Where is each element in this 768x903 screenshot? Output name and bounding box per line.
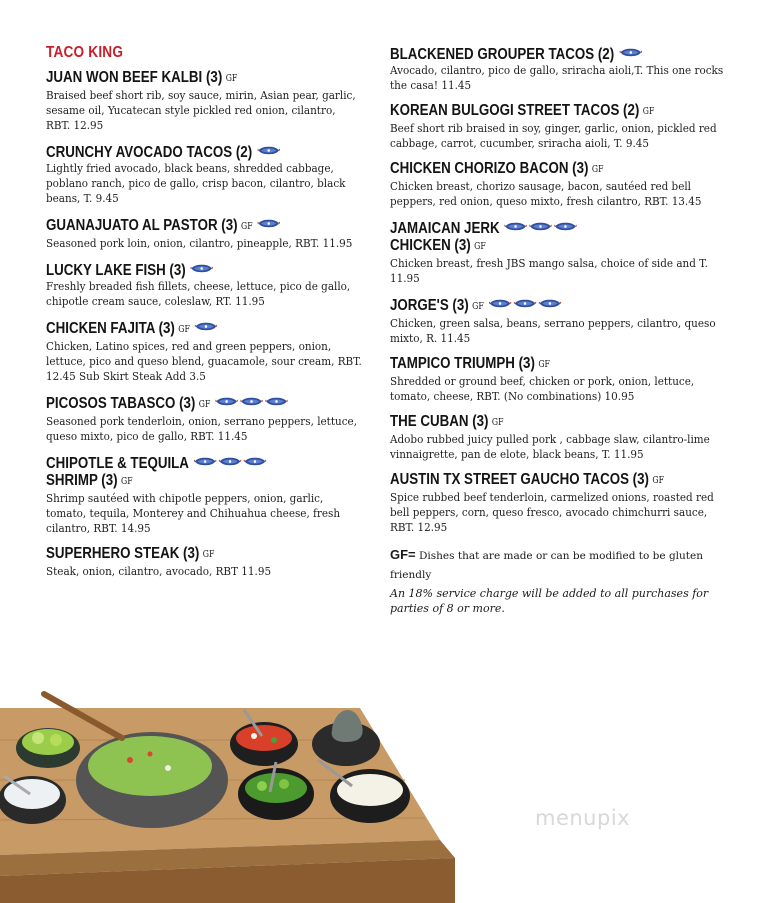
chili-pepper-icon (194, 457, 216, 466)
onion-bit (165, 765, 171, 771)
menu-item-name: CHICKEN FAJITA (3) (46, 320, 175, 337)
menu-item-description: Spice rubbed beef tenderloin, carmelized onions, roasted red bell peppers, corn, queso fresco, avocado chimchurri sauce, RBT. 12.95 (390, 491, 714, 534)
tomato-bit (127, 757, 133, 763)
menu-item-name: TAMPICO TRIUMPH (3) (390, 355, 535, 372)
jalapeno-slice (279, 779, 289, 789)
gluten-free-badge: GF (178, 325, 190, 335)
menu-item-description: Shredded or ground beef, chicken or pork, onion, lettuce, tomato, cheese, RBT. (No combinations) 10.95 (390, 375, 695, 403)
salsa-bar-illustration (0, 680, 470, 903)
menu-item-description: Chicken breast, chorizo sausage, bacon, sautéed red bell peppers, red onion, queso mixto, fresh cilantro, RBT. 13.45 (390, 180, 702, 208)
gluten-free-badge: GF (474, 242, 486, 252)
menu-item-name-row (390, 295, 682, 316)
menu-item-name: JORGE'S (3) (390, 297, 469, 314)
menu-item-name-row (46, 453, 319, 472)
jalapeno-slice (257, 781, 267, 791)
menu-item-name: CHICKEN CHORIZO BACON (3) (390, 160, 589, 177)
lime-wedges (22, 729, 74, 755)
spice-level (216, 393, 291, 410)
menu-item-name: KOREAN BULGOGI STREET TACOS (2) (390, 102, 640, 119)
footnote (390, 544, 730, 616)
menu-item-description: Chicken, green salsa, beans, serrano peppers, cilantro, queso mixto, R. 11.45 (390, 317, 716, 345)
menu-item (46, 69, 364, 133)
pico-de-gallo (236, 725, 292, 751)
menu-item-name-row (390, 102, 682, 121)
menupix-watermark: menupix (535, 806, 631, 830)
chili-pepper-icon (244, 457, 266, 466)
menu-item (46, 260, 364, 309)
gluten-free-badge: GF (642, 107, 655, 117)
menu-item-name-row (46, 545, 319, 564)
menu-item-description: Seasoned pork loin, onion, cilantro, pineapple, RBT. 11.95 (46, 237, 353, 250)
menu-item-name-row (390, 413, 682, 432)
menu-item (390, 295, 730, 346)
menu-item-description: Shrimp sautéed with chipotle peppers, onion, garlic, tomato, tequila, Monterey and Chihuahua cheese, fresh cilantro, RBT. 14.95 (46, 492, 341, 535)
gluten-free-badge: GF (591, 165, 604, 175)
menu-item-name-row (390, 471, 682, 490)
menu-item (390, 218, 730, 286)
spice-level (258, 215, 283, 232)
menu-item-name: SUPERHERO STEAK (3) (46, 545, 200, 562)
chili-pepper-icon (530, 222, 552, 231)
menu-item-name-row (46, 393, 319, 414)
gluten-free-badge: GF (472, 302, 484, 312)
menu-item-name: PICOSOS TABASCO (3) (46, 395, 196, 412)
menu-item-name-row (46, 260, 319, 279)
spice-level (489, 295, 564, 312)
tomato-bit (148, 752, 153, 757)
menu-item (46, 545, 364, 579)
onion-bit (251, 733, 257, 739)
gluten-free-badge: GF (538, 360, 550, 370)
menu-item-description: Adobo rubbed juicy pulled pork , cabbage slaw, cilantro-lime vinnaigrette, pan de elote, black beans, T. 11.95 (390, 433, 710, 461)
menu-item (46, 215, 364, 251)
chili-pepper-icon (216, 397, 238, 406)
cilantro-bit (271, 737, 277, 743)
chili-pepper-icon (219, 457, 241, 466)
chili-pepper-icon (258, 219, 280, 228)
gluten-free-badge: GF (225, 74, 238, 84)
gluten-free-badge: GF (121, 477, 133, 487)
menu-item (390, 355, 730, 404)
menu-item-description: Lightly fried avocado, black beans, shredded cabbage, poblano ranch, pico de gallo, crisp bacon, cilantro, black beans, T. 9.45 (46, 162, 346, 205)
lime-slice (32, 732, 44, 744)
menu-item (46, 318, 364, 384)
menu-item-name-row (46, 142, 319, 161)
menu-item (390, 160, 730, 209)
gf-legend-label: GF= (390, 547, 416, 562)
menu-item-description: Seasoned pork tenderloin, onion, serrano peppers, lettuce, queso mixto, pico de gallo, RBT. 11.45 (46, 415, 358, 443)
chili-pepper-icon (240, 397, 262, 406)
chili-pepper-icon (489, 299, 511, 308)
chili-pepper-icon (505, 222, 527, 231)
section-title: TACO KING (46, 44, 124, 61)
gluten-free-badge: GF (241, 222, 253, 232)
menu-item-name-row (46, 215, 319, 236)
menu-item-name: CRUNCHY AVOCADO TACOS (2) (46, 144, 253, 161)
chili-pepper-icon (195, 322, 217, 331)
menu-item-name: JUAN WON BEEF KALBI (3) (46, 69, 223, 86)
menu-item (46, 453, 364, 536)
menu-item-description: Beef short rib braised in soy, ginger, garlic, onion, pickled red cabbage, carrot, cucumber, sriracha aioli, T. 9.45 (390, 122, 717, 150)
menu-item-name-row (46, 69, 319, 88)
menu-item-name: AUSTIN TX STREET GAUCHO TACOS (3) (390, 471, 649, 488)
menu-item (46, 142, 364, 206)
menu-item-name: JAMAICAN JERK (390, 220, 500, 237)
menu-item (390, 471, 730, 535)
menu-item-name-row (390, 44, 682, 63)
chili-pepper-icon (265, 397, 287, 406)
menu-item-name-row (390, 218, 682, 237)
service-charge-note: An 18% service charge will be added to all purchases for parties of 8 or more. (390, 587, 709, 615)
chili-pepper-icon (191, 264, 213, 273)
menu-item-description: Steak, onion, cilantro, avocado, RBT 11.95 (46, 565, 272, 578)
menu-item-name: SHRIMP (3) (46, 472, 118, 489)
menu-item-name: CHIPOTLE & TEQUILA (46, 455, 189, 472)
gluten-free-badge: GF (202, 550, 215, 560)
menu-item-name-row (46, 318, 319, 339)
menu-left-column (46, 44, 364, 588)
chili-pepper-icon (539, 299, 561, 308)
spice-level (194, 453, 269, 470)
menu-item-description: Braised beef short rib, soy sauce, mirin, Asian pear, garlic, sesame oil, Yucatecan style pickled red onion, cilantro, RBT. 12.95 (46, 89, 356, 132)
chili-pepper-icon (619, 48, 641, 57)
menu-item-name: THE CUBAN (3) (390, 413, 489, 430)
menu-item-name: GUANAJUATO AL PASTOR (3) (46, 217, 238, 234)
spice-level (195, 318, 220, 335)
diced-onion (337, 774, 403, 806)
gluten-free-badge: GF (198, 400, 211, 410)
menu-item-description: Freshly breaded fish fillets, cheese, lettuce, pico de gallo, chipotle cream sauce, coleslaw, RT. 11.95 (46, 280, 351, 308)
menu-item (390, 102, 730, 151)
menu-item-name: LUCKY LAKE FISH (3) (46, 262, 186, 279)
gf-legend-text: Dishes that are made or can be modified to be gluten friendly (390, 550, 703, 581)
menu-item-description: Chicken, Latino spices, red and green peppers, onion, lettuce, pico and queso blend, guacamole, sour cream, RBT. 12.45 Sub Skirt Steak Add 3.5 (46, 340, 362, 383)
spice-level (505, 218, 580, 235)
spice-level (191, 260, 216, 277)
gluten-free-badge: GF (491, 418, 504, 428)
menu-item-name-row (390, 237, 682, 256)
menu-item (46, 393, 364, 444)
menu-item-name-row (390, 355, 682, 374)
guacamole (88, 736, 212, 796)
menu-item-description: Chicken breast, fresh JBS mango salsa, choice of side and T. 11.95 (390, 257, 708, 285)
menu-item-name-row (390, 160, 682, 179)
menu-item-description: Avocado, cilantro, pico de gallo, sriracha aioli,T. This one rocks the casa! 11.45 (390, 64, 724, 92)
gluten-free-badge: GF (652, 476, 664, 486)
chili-pepper-icon (257, 146, 279, 155)
menu-item-name: CHICKEN (3) (390, 237, 471, 254)
menu-item-name: BLACKENED GROUPER TACOS (2) (390, 46, 615, 63)
menu-item (390, 44, 730, 93)
spice-level (619, 44, 644, 61)
menu-item-name-row (46, 472, 319, 491)
spice-level (257, 142, 282, 159)
jalapenos (245, 773, 307, 803)
chili-pepper-icon (555, 222, 577, 231)
menu-item (390, 413, 730, 462)
lime-slice (50, 734, 62, 746)
chili-pepper-icon (514, 299, 536, 308)
menu-right-column (390, 44, 730, 616)
